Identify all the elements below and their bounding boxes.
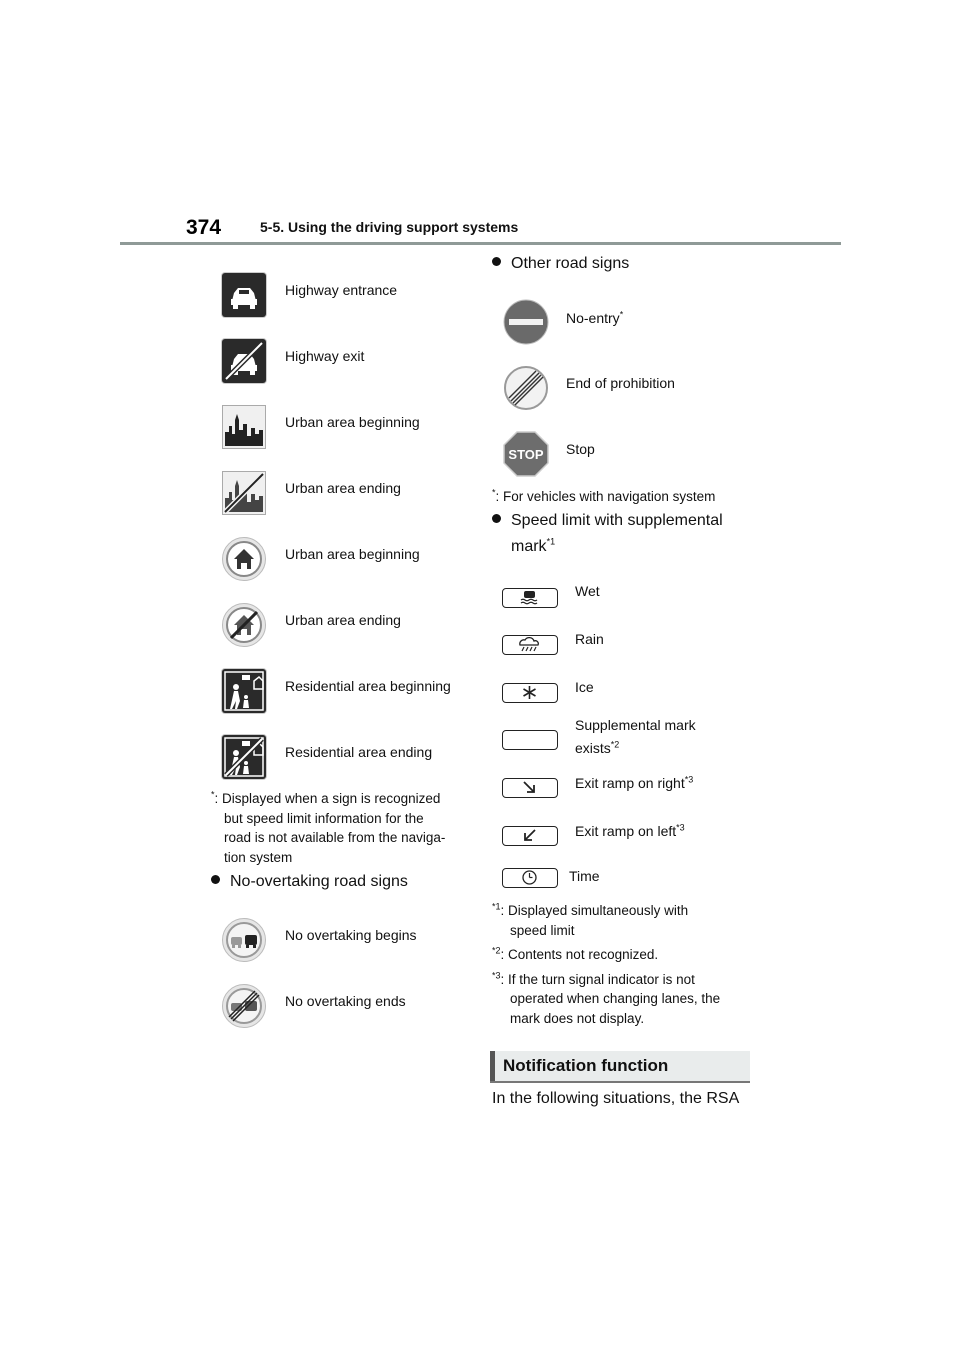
- house-circle-icon: [222, 537, 266, 581]
- sign-label: Urban area beginning: [285, 546, 420, 562]
- highway-exit-icon: [222, 339, 266, 383]
- highway-entrance-icon: [222, 273, 266, 317]
- notification-header-underline: [490, 1081, 750, 1083]
- sign-label: Highway exit: [285, 348, 365, 364]
- footnote-line: tion system: [224, 849, 293, 865]
- sign-label: Time: [569, 868, 600, 884]
- residential-area-icon: [222, 669, 266, 713]
- sign-label: Highway entrance: [285, 282, 398, 298]
- sign-label: Rain: [575, 631, 604, 647]
- footnote-line: : Displayed when a sign is recognized: [214, 791, 441, 806]
- sign-label: No overtaking begins: [285, 927, 417, 943]
- left-footnote: [211, 789, 471, 867]
- sign-label: No overtaking ends: [285, 993, 406, 1009]
- page-number: 374: [186, 216, 222, 239]
- notification-header: Notification function: [490, 1051, 750, 1083]
- clock-icon: [502, 868, 558, 888]
- section-title: 5-5. Using the driving support systems: [260, 219, 519, 235]
- sign-label: Wet: [575, 583, 600, 599]
- supplemental-heading: Speed limit with supplemental: [492, 512, 723, 530]
- supplemental-heading-line2: mark$^{*1}$: [511, 536, 556, 555]
- sign-label: Stop: [566, 441, 595, 457]
- no-overtaking-icon: [222, 918, 266, 962]
- sign-label: Supplemental mark exists$^{*2}$: [575, 717, 696, 756]
- residential-area-crossed-icon: [222, 735, 266, 779]
- blank-plate-icon: [502, 730, 558, 750]
- other-signs-heading: Other road signs: [492, 255, 629, 273]
- bullet-icon: [211, 875, 220, 884]
- arrow-down-left-icon: [502, 826, 558, 846]
- footnote-line: road is not available from the naviga-: [224, 830, 446, 845]
- stop-text: STOP: [508, 447, 544, 462]
- footnote-mark: *: [211, 789, 215, 800]
- no-entry-icon: [503, 299, 549, 345]
- supplemental-footnotes: $^{*1}$: Displayed simultaneously with speed limit $^{*2}$: Contents not recognized. $^{*3}$: If the turn signal indicator is not operated when changing lanes, the mark does not display.: [492, 901, 721, 1026]
- other-signs-footnote: *: For vehicles with navigation system: [492, 487, 716, 504]
- bullet-icon: [492, 257, 501, 266]
- notification-body: In the following situations, the RSA: [492, 1090, 740, 1107]
- footnote-line: but speed limit information for the: [224, 810, 424, 826]
- sign-label: Urban area ending: [285, 612, 401, 628]
- urban-skyline-icon: [222, 405, 266, 449]
- snowflake-icon: [502, 683, 558, 703]
- header-divider: [120, 242, 841, 245]
- sign-label: Urban area ending: [285, 480, 401, 496]
- house-circle-crossed-icon: [222, 603, 266, 647]
- end-of-prohibition-icon: [503, 365, 549, 411]
- sign-label: End of prohibition: [566, 375, 675, 391]
- sign-label: Urban area beginning: [285, 414, 420, 430]
- urban-skyline-crossed-icon: [222, 471, 266, 515]
- arrow-down-right-icon: [502, 778, 558, 798]
- sign-label: Exit ramp on right$^{*3}$: [575, 774, 694, 791]
- stop-sign-icon: [503, 431, 549, 477]
- no-overtaking-heading: No-overtaking road signs: [211, 873, 408, 891]
- no-overtaking-end-icon: [222, 984, 266, 1028]
- sign-label: Residential area ending: [285, 744, 433, 760]
- rain-cloud-icon: [502, 635, 558, 655]
- sign-label: No-entry*: [566, 309, 624, 326]
- wet-road-icon: [502, 588, 558, 608]
- sign-label: Ice: [575, 679, 594, 695]
- bullet-icon: [492, 514, 501, 523]
- sign-label: Residential area beginning: [285, 678, 451, 694]
- sign-label: Exit ramp on left$^{*3}$: [575, 822, 685, 839]
